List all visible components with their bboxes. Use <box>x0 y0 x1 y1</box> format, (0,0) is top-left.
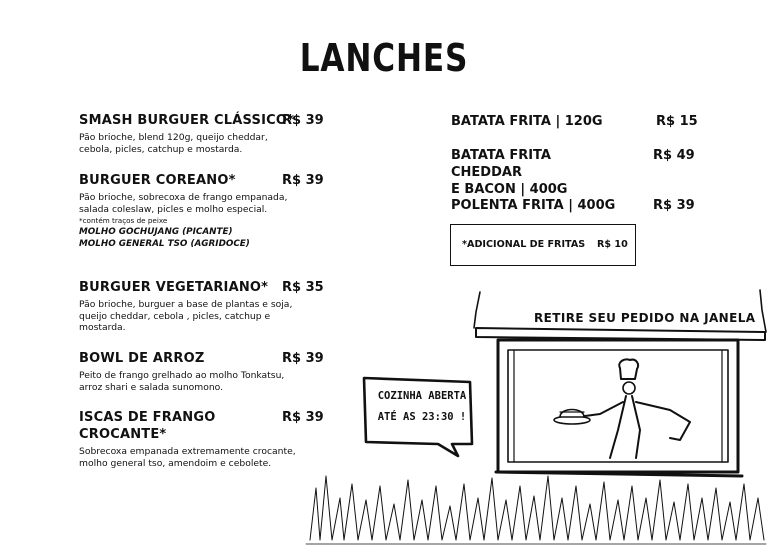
side-price: R$ 39 <box>653 198 695 213</box>
side-name: POLENTA FRITA | 400G <box>451 198 616 213</box>
window-sign-text: RETIRE SEU PEDIDO NA JANELA <box>534 311 756 325</box>
addon-box <box>450 224 636 266</box>
menu-item-iscas-de-frango <box>79 409 324 469</box>
item-price: R$ 39 <box>282 351 324 366</box>
side-name: BATATA FRITA CHEDDAR <box>451 148 551 180</box>
item-name: BURGUER COREANO* <box>79 173 236 188</box>
side-name: BATATA FRITA | 120G <box>451 114 603 129</box>
item-note: *contém traços de peixe <box>79 216 168 226</box>
item-price: R$ 39 <box>282 410 324 425</box>
side-item-batata-frita <box>451 113 698 130</box>
speech-bubble <box>372 386 472 428</box>
item-description: Peito de frango grelhado ao molho Tonkatsu, arroz shari e salada sunomono. <box>79 370 285 393</box>
item-name: BURGUER VEGETARIANO* <box>79 280 269 295</box>
item-name: ISCAS DE FRANGO <box>79 410 216 425</box>
item-name: SMASH BURGUER CLÁSSICO* <box>79 113 295 128</box>
item-description: Pão brioche, sobrecoxa de frango empanada, salada coleslaw, picles e molho especial. <box>79 192 288 215</box>
item-description: Pão brioche, burguer a base de plantas e soja, queijo cheddar, cebola , picles, catchup e mostarda. <box>79 299 293 334</box>
item-price: R$ 39 <box>282 113 324 128</box>
menu-title: LANCHES <box>299 36 469 80</box>
menu-item-burguer-coreano <box>79 172 324 250</box>
side-item-polenta-frita <box>451 197 695 214</box>
menu-item-bowl-de-arroz <box>79 350 324 393</box>
item-price: R$ 39 <box>282 173 324 188</box>
addon-label: *ADICIONAL DE FRITAS <box>462 239 586 250</box>
item-description: Sobrecoxa empanada extremamente crocante, molho general tso, amendoim e cebolete. <box>79 446 296 469</box>
sauce-option: MOLHO GOCHUJANG (PICANTE) <box>79 227 233 238</box>
menu-item-burguer-vegetariano <box>79 279 324 334</box>
addon-price: R$ 10 <box>597 239 628 250</box>
side-price: R$ 15 <box>656 114 698 129</box>
side-price: R$ 49 <box>653 148 695 163</box>
bubble-line: ATÉ AS 23:30 ! <box>377 411 467 423</box>
item-price: R$ 35 <box>282 280 324 295</box>
item-name: CROCANTE* <box>79 427 167 442</box>
item-name: BOWL DE ARROZ <box>79 351 205 366</box>
bubble-line: COZINHA ABERTA <box>377 390 467 402</box>
side-name: E BACON | 400G <box>451 182 568 197</box>
item-description: Pão brioche, blend 120g, queijo cheddar, cebola, picles, catchup e mostarda. <box>79 132 268 155</box>
side-item-batata-cheddar <box>451 147 695 198</box>
sauce-option: MOLHO GENERAL TSO (AGRIDOCE) <box>79 239 250 250</box>
menu-item-smash-burguer <box>79 112 324 155</box>
